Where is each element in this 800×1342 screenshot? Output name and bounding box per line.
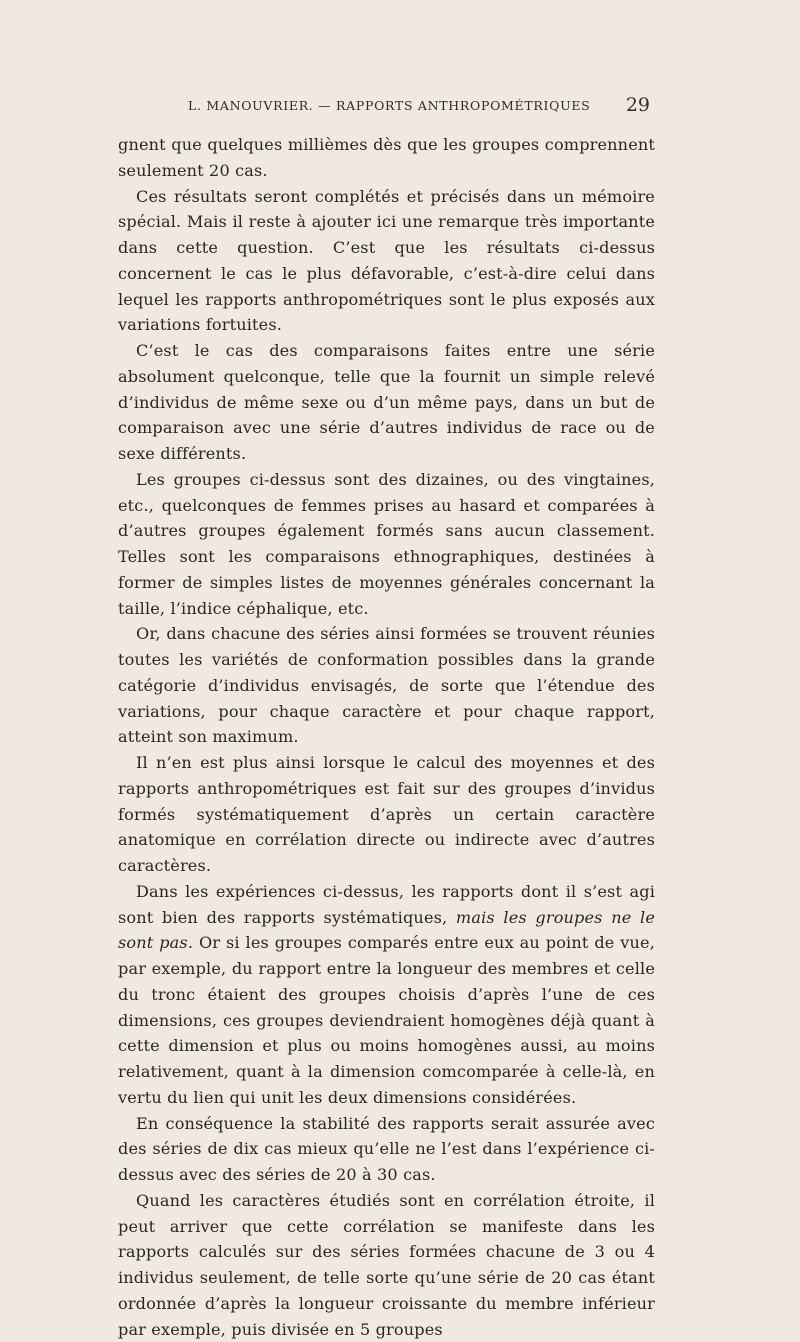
paragraph-7-end: . Or si les groupes comparés entre eux au point de vue, par exemple, du rapport entre la longueur des membres et celle du tronc étaient des groupes choisis d’après l’une de ces dimensions, ces groupes deviendraient homogènes déjà quant à cette dimension et plus ou moins homogènes aussi, au moins relativement, quant à la dimension comcomparée à celle-là, en vertu du lien qui unit les deux dimensions considérées. xyxy=(118,933,655,1107)
paragraph-4: Les groupes ci-dessus sont des dizaines, ou des vingtaines, etc., quelconques de femmes prises au hasard et comparées à d’autres groupes également formés sans aucun classement. Telles sont les comparaisons ethnographiques, destinées à former de simples listes de moyennes générales concernant la taille, l’indice céphalique, etc. xyxy=(118,469,655,618)
paragraph-6: Il n’en est plus ainsi lorsque le calcul des moyennes et des rapports anthropométriques est fait sur des groupes d’invidus formés systématiquement d’après un certain caractère anatomique en corrélation directe ou indirecte avec d’autres caractères. xyxy=(118,753,655,875)
paragraph-2: Ces résultats seront complétés et précisés dans un mémoire spécial. Mais il reste à ajouter ici une remarque très importante dans cette question. C’est que les résultats ci-dessus concernent le cas le plus défavorable, c’est-à-dire celui dans lequel les rapports anthropométriques sont le plus exposés aux variations fortuites. xyxy=(118,186,655,335)
running-header xyxy=(170,95,650,117)
page-number: 29 xyxy=(625,94,650,116)
paragraph-3: C’est le cas des comparaisons faites entre une série absolument quelconque, telle que la fournit un simple relevé d’individus de même sexe ou d’un même pays, dans un but de comparaison avec une série d’autres individus de race ou de sexe différents. xyxy=(118,341,655,463)
paragraph-8: En conséquence la stabilité des rapports serait assurée avec des séries de dix cas mieux qu’elle ne l’est dans l’expérience ci-dessus avec des séries de 20 à 30 cas. xyxy=(118,1113,655,1184)
paragraph-9: Quand les caractères étudiés sont en corrélation étroite, il peut arriver que cette corrélation se manifeste dans les rapports calculés sur des séries formées chacune de 3 ou 4 individus seulement, de telle sorte qu’une série de 20 cas étant ordonnée d’après la longueur croissante du membre inférieur par exemple, puis divisée en 5 groupes xyxy=(118,1190,655,1339)
body-text xyxy=(118,132,655,1342)
paragraph-7 xyxy=(118,879,655,1111)
paragraph-5: Or, dans chacune des séries ainsi formées se trouvent réunies toutes les variétés de conformation possibles dans la grande catégorie d’individus envisagés, de sorte que l’étendue des variations, pour chaque caractère et pour chaque rapport, atteint son maximum. xyxy=(118,624,655,747)
paragraph-1: gnent que quelques millièmes dès que les groupes comprennent seulement 20 cas. xyxy=(118,135,655,180)
italic-emphasis: mais les groupes ne le sont pas xyxy=(118,907,656,953)
paragraph-7-start: Dans les expériences ci-dessus, les rapports dont il s’est agi sont bien des rapports systématiques, xyxy=(118,881,655,927)
running-title: L. MANOUVRIER. — RAPPORTS ANTHROPOMÉTRIQUES xyxy=(188,98,591,113)
